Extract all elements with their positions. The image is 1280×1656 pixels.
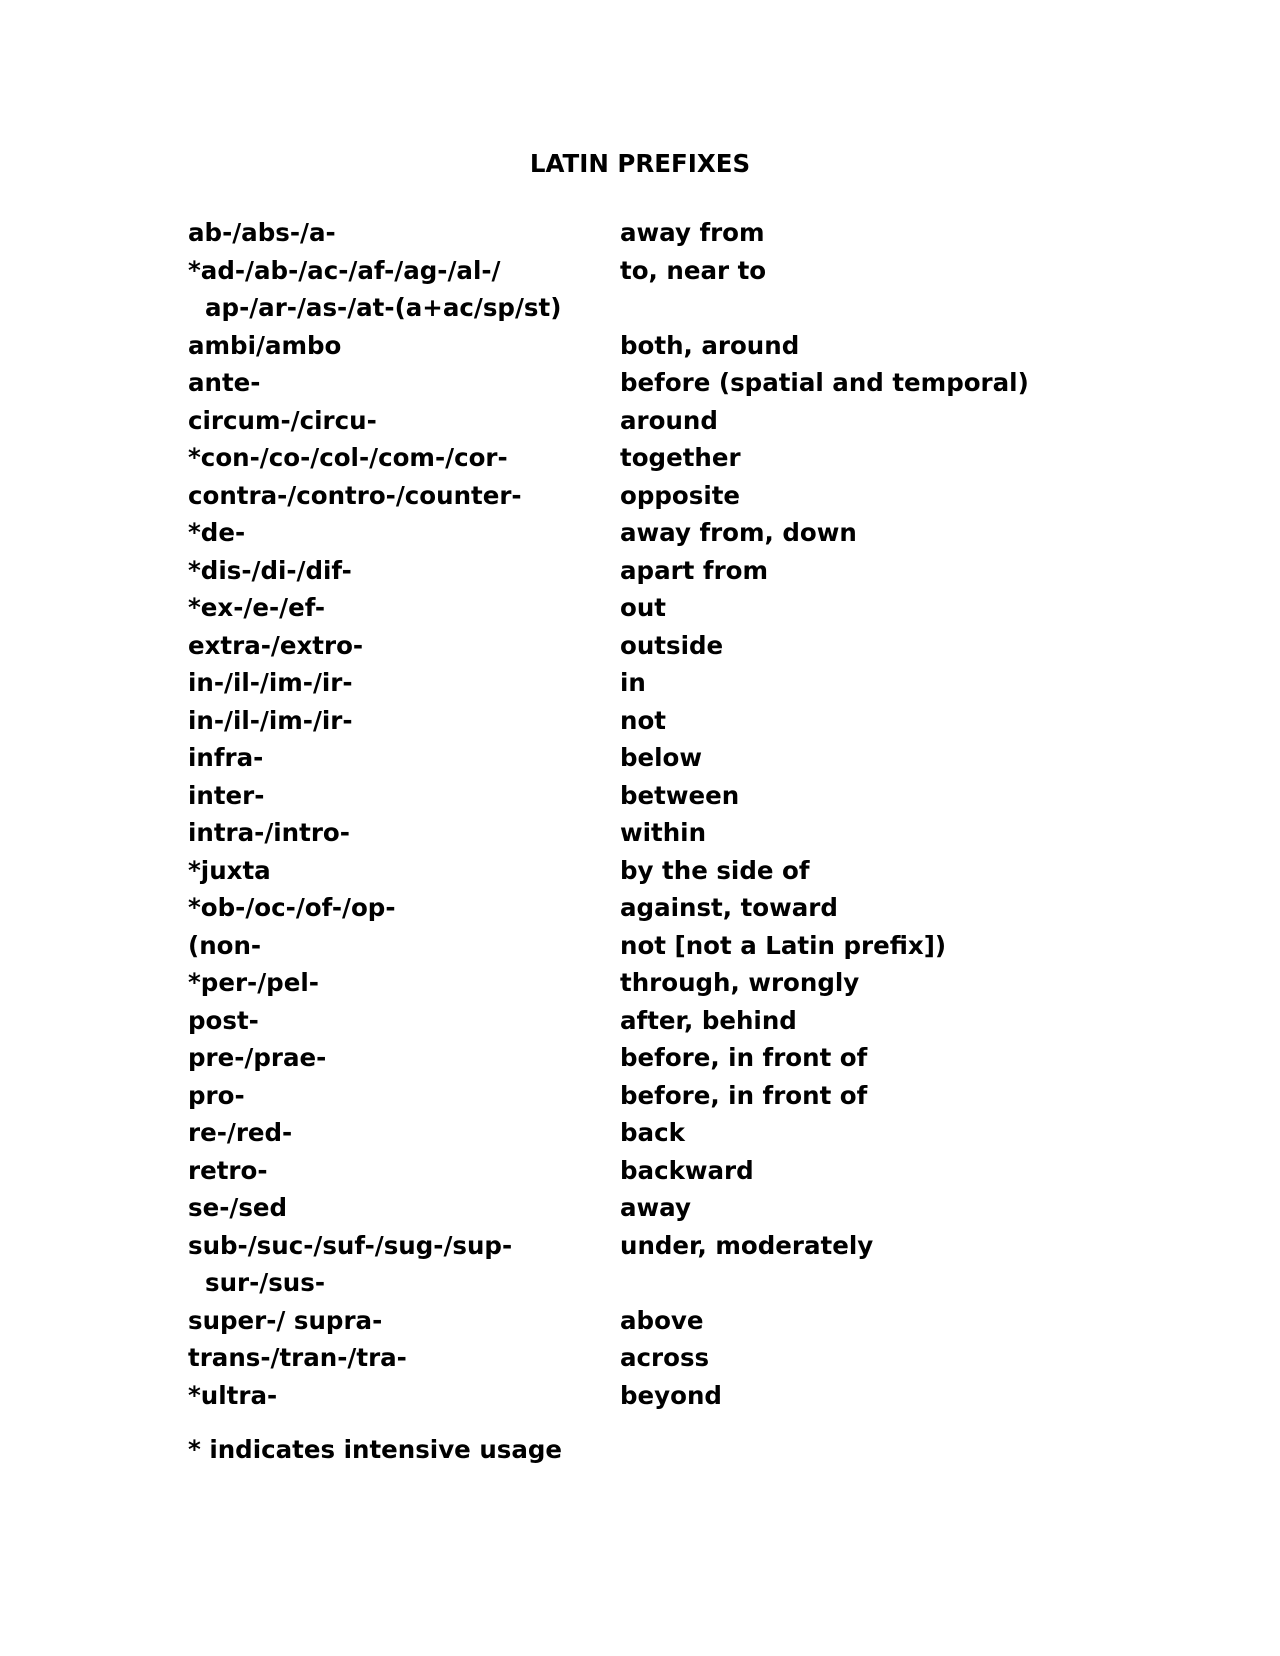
prefix-row: [188, 1152, 1088, 1190]
prefix-cell: [188, 702, 620, 740]
prefix-cell: [188, 964, 620, 1002]
meaning-cell: before, in front of: [620, 1080, 868, 1110]
prefix-text: circum-/circu-: [188, 405, 377, 435]
meaning-cell: above: [620, 1305, 704, 1335]
prefix-row: [188, 327, 1088, 365]
prefix-text: in-/il-/im-/ir-: [188, 668, 353, 697]
prefix-cell: [188, 477, 620, 515]
prefix-cell: [188, 552, 620, 590]
prefix-text: super-/ supra-: [188, 1305, 383, 1335]
prefix-continuation: ap-/ar-/as-/at-(a+ac/sp/st): [205, 293, 562, 322]
meaning-cell: after, behind: [620, 1005, 797, 1035]
meaning-cell: before (spatial and temporal): [620, 368, 1029, 397]
page-title: LATIN PREFIXES: [529, 149, 751, 178]
prefix-text: *ad-/ab-/ac-/af-/ag-/al-/: [188, 255, 501, 285]
prefix-row: [188, 589, 1088, 627]
prefix-row: [188, 702, 1088, 740]
prefix-row: [188, 777, 1088, 815]
prefix-text: *ultra-: [188, 1380, 278, 1410]
prefix-table: [188, 214, 1088, 1414]
meaning-cell: between: [620, 780, 740, 810]
meaning-cell: across: [620, 1343, 710, 1372]
prefix-text: extra-/extro-: [188, 630, 364, 660]
prefix-cell: [188, 814, 620, 852]
prefix-row: [188, 214, 1088, 252]
prefix-cell: [188, 739, 620, 777]
prefix-text: *ex-/e-/ef-: [188, 593, 326, 622]
prefix-row: [188, 1302, 1088, 1340]
prefix-row: [188, 1189, 1088, 1227]
prefix-row: [188, 852, 1088, 890]
prefix-cell: [188, 327, 620, 365]
meaning-cell: to, near to: [620, 255, 767, 285]
prefix-text: in-/il-/im-/ir-: [188, 705, 353, 735]
prefix-row: [188, 1377, 1088, 1415]
prefix-text: pre-/prae-: [188, 1043, 327, 1072]
prefix-text: se-/sed: [188, 1193, 288, 1222]
prefix-row: [188, 889, 1088, 927]
prefix-text: sub-/suc-/suf-/sug-/sup-: [188, 1230, 513, 1260]
prefix-cell: [188, 889, 620, 927]
prefix-text: ambi/ambo: [188, 330, 342, 360]
prefix-cell: [188, 1377, 620, 1415]
prefix-cell: [188, 1302, 620, 1340]
meaning-cell: opposite: [620, 480, 741, 510]
prefix-cell: [188, 514, 620, 552]
prefix-row: [188, 552, 1088, 590]
prefix-cell: [188, 252, 620, 327]
prefix-cell: [188, 1077, 620, 1115]
prefix-row: [188, 1039, 1088, 1077]
prefix-text: ab-/abs-/a-: [188, 218, 336, 247]
prefix-cell: [188, 1039, 620, 1077]
prefix-row: [188, 252, 1088, 327]
meaning-cell: not: [620, 705, 666, 735]
prefix-cell: [188, 1002, 620, 1040]
meaning-cell: beyond: [620, 1380, 722, 1410]
meaning-cell: through, wrongly: [620, 968, 860, 997]
prefix-row: [188, 927, 1088, 965]
prefix-row: [188, 664, 1088, 702]
prefix-continuation: sur-/sus-: [205, 1268, 325, 1297]
prefix-text: *juxta: [188, 855, 271, 885]
meaning-cell: before, in front of: [620, 1043, 868, 1072]
prefix-text: trans-/tran-/tra-: [188, 1343, 407, 1372]
prefix-text: *per-/pel-: [188, 968, 319, 997]
prefix-text: inter-: [188, 780, 265, 810]
prefix-cell: [188, 1339, 620, 1377]
meaning-cell: backward: [620, 1155, 754, 1185]
prefix-text: infra-: [188, 743, 264, 772]
meaning-cell: apart from: [620, 555, 769, 585]
prefix-text: *ob-/oc-/of-/op-: [188, 893, 396, 922]
prefix-cell: [188, 402, 620, 440]
prefix-row: [188, 814, 1088, 852]
meaning-cell: in: [620, 668, 646, 697]
prefix-row: [188, 439, 1088, 477]
prefix-cell: [188, 664, 620, 702]
prefix-cell: [188, 927, 620, 965]
meaning-cell: outside: [620, 630, 724, 660]
prefix-row: [188, 1077, 1088, 1115]
meaning-cell: by the side of: [620, 855, 810, 885]
prefix-text: (non-: [188, 930, 262, 960]
prefix-text: *de-: [188, 518, 246, 547]
meaning-cell: around: [620, 405, 718, 435]
prefix-cell: [188, 1114, 620, 1152]
meaning-cell: back: [620, 1118, 685, 1147]
prefix-text: ante-: [188, 368, 261, 397]
prefix-row: [188, 364, 1088, 402]
prefix-cell: [188, 1227, 620, 1302]
meaning-cell: not [not a Latin prefix]): [620, 930, 947, 960]
prefix-text: intra-/intro-: [188, 818, 350, 847]
prefix-row: [188, 514, 1088, 552]
prefix-row: [188, 1339, 1088, 1377]
prefix-row: [188, 1002, 1088, 1040]
meaning-cell: below: [620, 743, 703, 772]
meaning-cell: under, moderately: [620, 1230, 874, 1260]
prefix-row: [188, 1114, 1088, 1152]
prefix-text: post-: [188, 1005, 259, 1035]
prefix-text: pro-: [188, 1080, 245, 1110]
meaning-cell: out: [620, 593, 666, 622]
prefix-row: [188, 964, 1088, 1002]
meaning-cell: both, around: [620, 330, 800, 360]
prefix-text: contra-/contro-/counter-: [188, 480, 522, 510]
prefix-cell: [188, 627, 620, 665]
meaning-cell: together: [620, 443, 741, 472]
prefix-cell: [188, 1189, 620, 1227]
prefix-text: retro-: [188, 1155, 268, 1185]
prefix-cell: [188, 777, 620, 815]
prefix-row: [188, 627, 1088, 665]
prefix-row: [188, 739, 1088, 777]
prefix-text: *dis-/di-/dif-: [188, 555, 352, 585]
prefix-row: [188, 1227, 1088, 1302]
footnote: * indicates intensive usage: [188, 1435, 563, 1464]
meaning-cell: within: [620, 818, 707, 847]
meaning-cell: against, toward: [620, 893, 838, 922]
prefix-row: [188, 402, 1088, 440]
prefix-cell: [188, 589, 620, 627]
prefix-cell: [188, 439, 620, 477]
prefix-cell: [188, 364, 620, 402]
meaning-cell: away from, down: [620, 518, 857, 547]
meaning-cell: away from: [620, 218, 765, 247]
prefix-text: re-/red-: [188, 1118, 293, 1147]
prefix-cell: [188, 214, 620, 252]
prefix-cell: [188, 1152, 620, 1190]
prefix-cell: [188, 852, 620, 890]
meaning-cell: away: [620, 1193, 691, 1222]
prefix-row: [188, 477, 1088, 515]
prefix-text: *con-/co-/col-/com-/cor-: [188, 443, 508, 472]
